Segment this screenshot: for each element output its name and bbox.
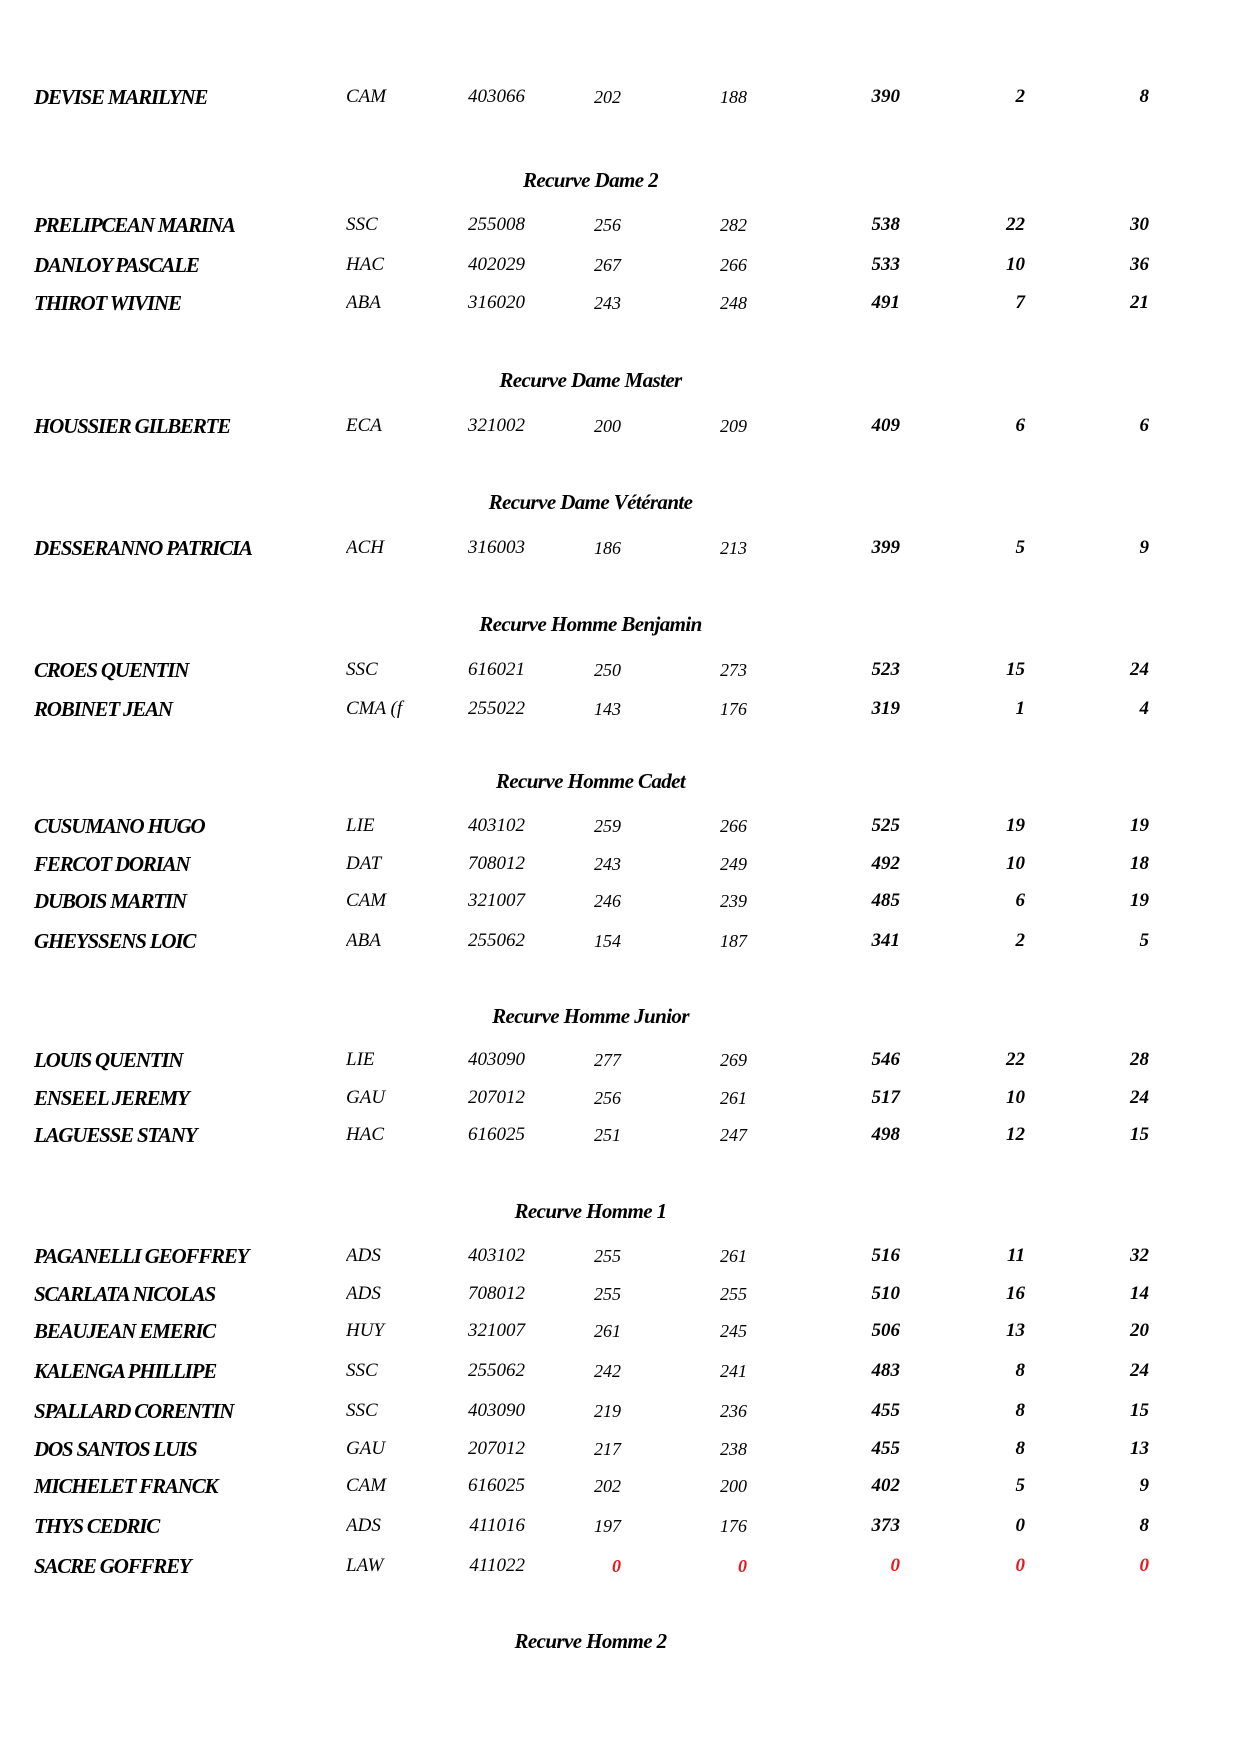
result-row <box>0 1471 1241 1501</box>
score-round-1: 202 <box>594 1476 621 1496</box>
category-heading-recurve-dame-veterante: Recurve Dame Vétérante <box>488 490 693 514</box>
club-code: HAC <box>346 254 384 275</box>
total-score: 0 <box>890 1555 900 1576</box>
archer-name: SCARLATA NICOLAS <box>34 1282 215 1306</box>
score-round-1: 256 <box>594 215 621 235</box>
licence-number: 616021 <box>468 659 525 680</box>
club-code: HUY <box>346 1320 385 1341</box>
club-code: LIE <box>346 1049 375 1070</box>
club-code: CAM <box>346 86 387 107</box>
archer-name: GHEYSSENS LOIC <box>34 929 196 953</box>
licence-number: 403066 <box>468 86 525 107</box>
count-tens: 22 <box>1006 214 1025 235</box>
count-tens: 2 <box>1015 930 1025 951</box>
archer-name: DEVISE MARILYNE <box>34 85 208 109</box>
score-round-1: 255 <box>594 1284 621 1304</box>
result-row <box>0 1241 1241 1271</box>
licence-number: 708012 <box>468 853 525 874</box>
result-row-no-score <box>0 1551 1241 1581</box>
score-round-2: 261 <box>720 1246 747 1266</box>
result-row <box>0 1511 1241 1541</box>
count-nines: 15 <box>1130 1124 1149 1145</box>
archer-name: CROES QUENTIN <box>34 658 189 682</box>
club-code: CMA (f <box>346 698 403 719</box>
count-tens: 6 <box>1015 890 1025 911</box>
result-row <box>0 411 1241 441</box>
score-round-2: 176 <box>720 699 747 719</box>
count-tens: 8 <box>1015 1438 1025 1459</box>
club-code: SSC <box>346 214 378 235</box>
archer-name: DANLOY PASCALE <box>34 253 199 277</box>
club-code: ADS <box>346 1283 381 1304</box>
licence-number: 411016 <box>469 1515 525 1536</box>
total-score: 533 <box>871 254 900 275</box>
club-code: GAU <box>346 1087 386 1108</box>
archer-name: SACRE GOFFREY <box>34 1554 191 1578</box>
count-tens: 22 <box>1006 1049 1025 1070</box>
count-nines: 24 <box>1130 659 1149 680</box>
total-score: 546 <box>871 1049 900 1070</box>
club-code: SSC <box>346 659 378 680</box>
score-round-2: 273 <box>720 660 747 680</box>
score-round-1: 267 <box>594 255 621 275</box>
count-tens: 5 <box>1015 537 1025 558</box>
count-tens: 11 <box>1007 1245 1025 1266</box>
club-code: DAT <box>346 853 382 874</box>
score-round-2: 247 <box>720 1125 747 1145</box>
count-tens: 10 <box>1006 254 1025 275</box>
count-tens: 7 <box>1015 292 1025 313</box>
archer-name: THIROT WIVINE <box>34 291 181 315</box>
result-row <box>0 811 1241 841</box>
licence-number: 255008 <box>468 214 525 235</box>
count-tens: 0 <box>1015 1515 1025 1536</box>
category-heading-recurve-homme-cadet: Recurve Homme Cadet <box>495 769 686 793</box>
club-code: ECA <box>346 415 382 436</box>
count-nines: 13 <box>1130 1438 1149 1459</box>
licence-number: 616025 <box>468 1475 525 1496</box>
archer-name: PRELIPCEAN MARINA <box>34 213 235 237</box>
category-heading-recurve-homme-1: Recurve Homme 1 <box>514 1199 667 1223</box>
count-nines: 0 <box>1139 1555 1149 1576</box>
total-score: 455 <box>871 1438 900 1459</box>
total-score: 516 <box>871 1245 900 1266</box>
club-code: ABA <box>346 930 381 951</box>
archer-name: THYS CEDRIC <box>34 1514 160 1538</box>
score-round-2: 176 <box>720 1516 747 1536</box>
score-round-1: 202 <box>594 87 621 107</box>
total-score: 319 <box>871 698 900 719</box>
licence-number: 207012 <box>468 1087 525 1108</box>
archer-name: MICHELET FRANCK <box>34 1474 218 1498</box>
licence-number: 708012 <box>468 1283 525 1304</box>
total-score: 341 <box>871 930 900 951</box>
archer-name: FERCOT DORIAN <box>34 852 190 876</box>
score-round-1: 261 <box>594 1321 621 1341</box>
score-round-1: 255 <box>594 1246 621 1266</box>
score-round-1: 219 <box>594 1401 621 1421</box>
count-tens: 5 <box>1015 1475 1025 1496</box>
score-round-2: 187 <box>720 931 747 951</box>
licence-number: 255022 <box>468 698 525 719</box>
total-score: 498 <box>871 1124 900 1145</box>
score-round-2: 249 <box>720 854 747 874</box>
result-row <box>0 926 1241 956</box>
archer-name: DOS SANTOS LUIS <box>34 1437 197 1461</box>
result-row <box>0 1434 1241 1464</box>
archer-name: DUBOIS MARTIN <box>34 889 186 913</box>
category-heading-recurve-homme-junior: Recurve Homme Junior <box>492 1004 689 1028</box>
count-tens: 12 <box>1006 1124 1025 1145</box>
club-code: GAU <box>346 1438 386 1459</box>
count-tens: 10 <box>1006 853 1025 874</box>
count-nines: 20 <box>1130 1320 1149 1341</box>
count-tens: 0 <box>1015 1555 1025 1576</box>
count-tens: 19 <box>1006 815 1025 836</box>
club-code: HAC <box>346 1124 384 1145</box>
licence-number: 321002 <box>468 415 525 436</box>
score-round-2: 282 <box>720 215 747 235</box>
count-nines: 14 <box>1130 1283 1149 1304</box>
score-round-1: 246 <box>594 891 621 911</box>
category-heading-recurve-homme-2: Recurve Homme 2 <box>514 1629 667 1653</box>
result-row <box>0 1356 1241 1386</box>
archer-name: ENSEEL JEREMY <box>34 1086 189 1110</box>
score-round-2: 0 <box>738 1556 747 1576</box>
total-score: 517 <box>871 1087 900 1108</box>
club-code: SSC <box>346 1400 378 1421</box>
result-row <box>0 1120 1241 1150</box>
total-score: 373 <box>871 1515 900 1536</box>
total-score: 402 <box>871 1475 900 1496</box>
club-code: LIE <box>346 815 375 836</box>
total-score: 485 <box>871 890 900 911</box>
count-nines: 24 <box>1130 1087 1149 1108</box>
score-round-2: 245 <box>720 1321 747 1341</box>
result-row <box>0 655 1241 685</box>
score-round-2: 236 <box>720 1401 747 1421</box>
result-row <box>0 694 1241 724</box>
club-code: ACH <box>346 537 384 558</box>
count-nines: 21 <box>1130 292 1149 313</box>
score-round-2: 239 <box>720 891 747 911</box>
archer-name: CUSUMANO HUGO <box>34 814 205 838</box>
count-nines: 9 <box>1139 537 1149 558</box>
count-nines: 32 <box>1130 1245 1149 1266</box>
score-round-2: 209 <box>720 416 747 436</box>
score-round-2: 269 <box>720 1050 747 1070</box>
archer-name: HOUSSIER GILBERTE <box>34 414 231 438</box>
count-nines: 30 <box>1130 214 1149 235</box>
licence-number: 255062 <box>468 930 525 951</box>
total-score: 491 <box>871 292 900 313</box>
result-row <box>0 1279 1241 1309</box>
score-round-2: 261 <box>720 1088 747 1108</box>
score-round-1: 251 <box>594 1125 621 1145</box>
count-nines: 28 <box>1130 1049 1149 1070</box>
total-score: 492 <box>871 853 900 874</box>
score-round-1: 259 <box>594 816 621 836</box>
licence-number: 616025 <box>468 1124 525 1145</box>
total-score: 483 <box>871 1360 900 1381</box>
total-score: 390 <box>871 86 900 107</box>
count-nines: 9 <box>1139 1475 1149 1496</box>
result-row <box>0 886 1241 916</box>
result-row <box>0 1316 1241 1346</box>
count-nines: 8 <box>1139 86 1149 107</box>
score-round-2: 241 <box>720 1361 747 1381</box>
club-code: SSC <box>346 1360 378 1381</box>
archer-name: PAGANELLI GEOFFREY <box>34 1244 249 1268</box>
count-tens: 10 <box>1006 1087 1025 1108</box>
count-tens: 15 <box>1006 659 1025 680</box>
score-round-2: 200 <box>720 1476 747 1496</box>
count-nines: 18 <box>1130 853 1149 874</box>
club-code: CAM <box>346 890 387 911</box>
total-score: 525 <box>871 815 900 836</box>
count-tens: 8 <box>1015 1400 1025 1421</box>
score-round-1: 200 <box>594 416 621 436</box>
club-code: ABA <box>346 292 381 313</box>
result-row <box>0 533 1241 563</box>
score-round-2: 266 <box>720 255 747 275</box>
result-row <box>0 1083 1241 1113</box>
result-row <box>0 250 1241 280</box>
licence-number: 403090 <box>468 1049 525 1070</box>
club-code: LAW <box>346 1555 384 1576</box>
score-round-1: 250 <box>594 660 621 680</box>
licence-number: 321007 <box>468 890 525 911</box>
score-round-1: 242 <box>594 1361 621 1381</box>
archer-name: KALENGA PHILLIPE <box>34 1359 217 1383</box>
archer-name: SPALLARD CORENTIN <box>34 1399 234 1423</box>
count-nines: 4 <box>1139 698 1149 719</box>
score-round-2: 213 <box>720 538 747 558</box>
count-nines: 36 <box>1130 254 1149 275</box>
category-heading-recurve-dame-2: Recurve Dame 2 <box>522 168 659 192</box>
score-round-1: 277 <box>594 1050 621 1070</box>
count-tens: 2 <box>1015 86 1025 107</box>
score-round-1: 243 <box>594 854 621 874</box>
licence-number: 403090 <box>468 1400 525 1421</box>
count-nines: 19 <box>1130 890 1149 911</box>
archer-name: BEAUJEAN EMERIC <box>34 1319 215 1343</box>
score-round-2: 238 <box>720 1439 747 1459</box>
count-nines: 15 <box>1130 1400 1149 1421</box>
count-nines: 8 <box>1139 1515 1149 1536</box>
count-tens: 16 <box>1006 1283 1025 1304</box>
total-score: 510 <box>871 1283 900 1304</box>
archer-name: LOUIS QUENTIN <box>34 1048 183 1072</box>
club-code: ADS <box>346 1515 381 1536</box>
result-row <box>0 1045 1241 1075</box>
licence-number: 207012 <box>468 1438 525 1459</box>
count-nines: 19 <box>1130 815 1149 836</box>
category-heading-recurve-homme-benjamin: Recurve Homme Benjamin <box>479 612 702 636</box>
licence-number: 402029 <box>468 254 525 275</box>
score-round-2: 255 <box>720 1284 747 1304</box>
count-tens: 13 <box>1006 1320 1025 1341</box>
total-score: 409 <box>871 415 900 436</box>
category-heading-recurve-dame-master: Recurve Dame Master <box>499 368 682 392</box>
result-row <box>0 82 1241 112</box>
score-round-1: 0 <box>612 1556 621 1576</box>
result-row <box>0 1396 1241 1426</box>
score-round-2: 266 <box>720 816 747 836</box>
licence-number: 403102 <box>468 1245 525 1266</box>
club-code: CAM <box>346 1475 387 1496</box>
score-round-2: 188 <box>720 87 747 107</box>
licence-number: 316020 <box>468 292 525 313</box>
result-row <box>0 849 1241 879</box>
score-round-1: 186 <box>594 538 621 558</box>
score-round-1: 243 <box>594 293 621 313</box>
score-round-2: 248 <box>720 293 747 313</box>
score-round-1: 143 <box>594 699 621 719</box>
total-score: 523 <box>871 659 900 680</box>
licence-number: 316003 <box>468 537 525 558</box>
score-round-1: 217 <box>594 1439 621 1459</box>
total-score: 399 <box>871 537 900 558</box>
total-score: 506 <box>871 1320 900 1341</box>
archer-name: DESSERANNO PATRICIA <box>34 536 252 560</box>
licence-number: 255062 <box>468 1360 525 1381</box>
archer-name: LAGUESSE STANY <box>34 1123 197 1147</box>
count-nines: 5 <box>1139 930 1149 951</box>
club-code: ADS <box>346 1245 381 1266</box>
result-row <box>0 210 1241 240</box>
score-round-1: 197 <box>594 1516 621 1536</box>
score-round-1: 154 <box>594 931 621 951</box>
score-round-1: 256 <box>594 1088 621 1108</box>
result-row <box>0 288 1241 318</box>
licence-number: 411022 <box>469 1555 525 1576</box>
count-tens: 8 <box>1015 1360 1025 1381</box>
count-nines: 6 <box>1139 415 1149 436</box>
count-nines: 24 <box>1130 1360 1149 1381</box>
count-tens: 1 <box>1015 698 1025 719</box>
licence-number: 321007 <box>468 1320 525 1341</box>
count-tens: 6 <box>1015 415 1025 436</box>
archer-name: ROBINET JEAN <box>34 697 172 721</box>
total-score: 538 <box>871 214 900 235</box>
total-score: 455 <box>871 1400 900 1421</box>
licence-number: 403102 <box>468 815 525 836</box>
